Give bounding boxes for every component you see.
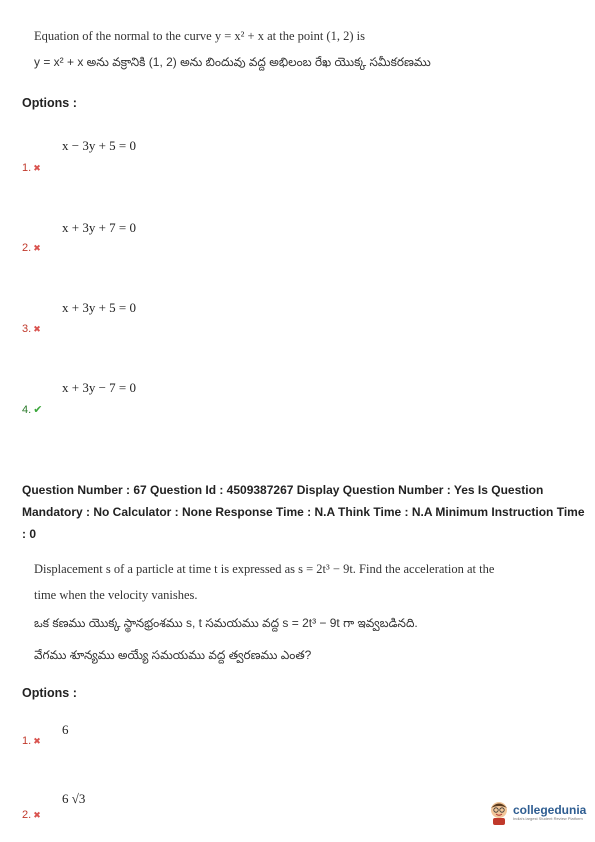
options-label: Options : — [22, 96, 77, 110]
question-text-telugu-line-1: ఒక కణము యొక్క స్థానభ్రంశము s, t సమయము వద్ద s = 2t³ − 9t గా ఇవ్వబడినది. — [34, 616, 418, 630]
option-2[interactable] — [22, 238, 41, 256]
option-2-expression: 6 √3 — [62, 791, 86, 806]
option-3-expression: x + 3y + 5 = 0 — [62, 300, 136, 315]
question-text-english: Equation of the normal to the curve y = x² + x at the point (1, 2) is — [34, 29, 365, 43]
option-4-expression: x + 3y − 7 = 0 — [62, 380, 136, 395]
collegedunia-logo — [488, 799, 586, 825]
question-text-english-line-2: time when the velocity vanishes. — [34, 588, 198, 602]
option-number: 3. — [22, 323, 32, 335]
wrong-mark-icon: ✖ — [33, 736, 41, 746]
option-1-expression: 6 — [62, 722, 69, 737]
wrong-mark-icon: ✖ — [33, 243, 41, 253]
option-4[interactable] — [22, 400, 42, 418]
option-1[interactable] — [22, 158, 41, 176]
question-text-telugu-line-2: వేగము శూన్యము అయ్యే సమయము వద్ద త్వరణము ఎంత? — [34, 648, 312, 662]
logo-tagline: India's largest Student Review Platform — [513, 815, 583, 821]
option-number: 1. — [22, 162, 32, 174]
option-number: 1. — [22, 735, 32, 747]
option-2-expression: x + 3y + 7 = 0 — [62, 220, 136, 235]
option-2[interactable] — [22, 805, 41, 823]
question-text-english-line-1: Displacement s of a particle at time t is expressed as s = 2t³ − 9t. Find the acceleration at the — [34, 562, 495, 576]
option-number: 2. — [22, 809, 32, 821]
logo-name: collegedunia — [513, 802, 587, 817]
option-number: 4. — [22, 404, 32, 416]
wrong-mark-icon: ✖ — [33, 163, 41, 173]
option-3[interactable] — [22, 319, 41, 337]
wrong-mark-icon: ✖ — [33, 324, 41, 334]
option-1[interactable] — [22, 731, 41, 749]
wrong-mark-icon: ✖ — [33, 810, 41, 820]
question-meta: Question Number : 67 Question Id : 4509387267 Display Question Number : Yes Is Question Mandatory : No Calculator : None Response Time : N.A Think Time : N.A Minimum Instruction Time : 0 — [22, 483, 585, 541]
option-number: 2. — [22, 242, 32, 254]
check-mark-icon: ✔ — [33, 404, 43, 416]
mascot-icon — [488, 799, 510, 825]
option-1-expression: x − 3y + 5 = 0 — [62, 138, 136, 153]
options-label: Options : — [22, 686, 77, 700]
question-text-telugu: y = x² + x అను వక్రానికి (1, 2) అను బిందువు వద్ద అభిలంబ రేఖ యొక్క సమీకరణము — [34, 55, 431, 69]
